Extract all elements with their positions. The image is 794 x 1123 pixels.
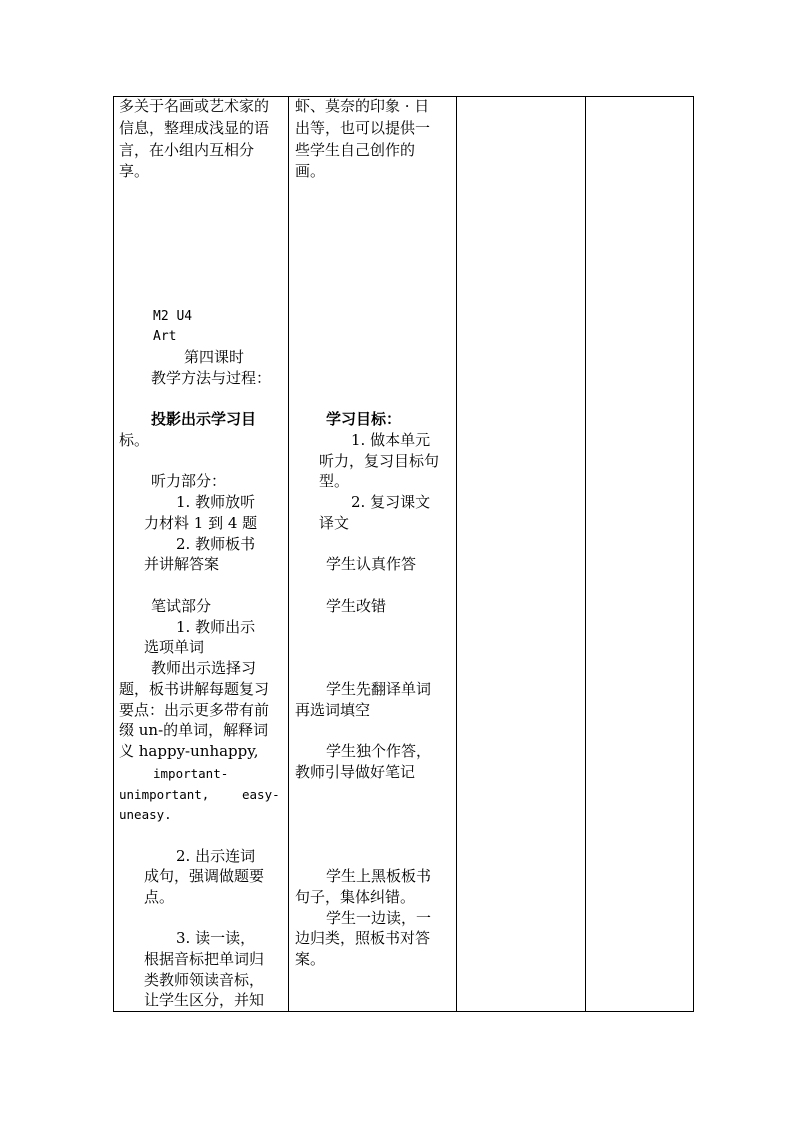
- student-response: 句子，集体纠错。: [295, 888, 416, 906]
- listening-step: 力材料 1 到 4 题: [144, 514, 258, 532]
- listening-step: 1. 教师放听: [176, 493, 256, 511]
- listening-heading: 听力部分：: [151, 472, 227, 490]
- col2-text-line: 些学生自己创作的: [295, 141, 416, 159]
- student-response: 教师引导做好笔记: [295, 763, 416, 781]
- lesson-number: 第四课时: [184, 348, 245, 366]
- column-divider-2: [456, 96, 457, 1012]
- goal-item: 译文: [319, 514, 350, 532]
- table-left-border: [113, 96, 114, 1012]
- written-step: 要点：出示更多带有前: [119, 701, 270, 719]
- student-response: 学生先翻译单词: [326, 680, 432, 698]
- student-response: 再选词填空: [295, 701, 371, 719]
- written-step: 3. 读一读，: [176, 929, 256, 947]
- written-step: 义 happy-unhappy,: [119, 742, 259, 760]
- word-example: important-: [153, 766, 229, 781]
- written-step: 类教师领读音标，: [144, 971, 265, 989]
- column-divider-1: [288, 96, 289, 1012]
- col2-text-line: 画。: [295, 162, 326, 180]
- student-response: 学生一边读，一: [326, 909, 432, 927]
- written-step: 2. 出示连词: [176, 847, 256, 865]
- col2-text-line: 虾、莫奈的印象 · 日: [295, 97, 430, 115]
- listening-step: 并讲解答案: [144, 555, 220, 573]
- written-step: 让学生区分，并知: [144, 991, 265, 1009]
- goal-heading: 学习目标：: [326, 410, 402, 428]
- goal-item: 听力，复习目标句: [319, 452, 440, 470]
- student-response: 学生认真作答: [326, 555, 417, 573]
- col1-text-line: 享。: [119, 162, 150, 180]
- written-heading: 笔试部分: [151, 597, 212, 615]
- written-step: 选项单词: [144, 638, 205, 656]
- student-response: 学生独个作答，: [326, 742, 432, 760]
- goal-item: 2. 复习课文: [351, 493, 431, 511]
- goal-projection-text: 标。: [119, 431, 150, 449]
- table-bottom-border: [113, 1011, 694, 1012]
- col1-text-line: 多关于名画或艺术家的: [119, 97, 270, 115]
- written-step: 根据音标把单词归: [144, 950, 265, 968]
- written-step: 题，板书讲解每题复习: [119, 680, 270, 698]
- col1-text-line: 言，在小组内互相分: [119, 141, 255, 159]
- method-heading: 教学方法与过程：: [151, 369, 272, 387]
- written-step: 成句，强调做题要: [144, 867, 265, 885]
- student-response: 学生改错: [326, 597, 387, 615]
- unit-code: M2 U4: [153, 309, 193, 324]
- written-step: 点。: [144, 888, 175, 906]
- student-response: 边归类，照板书对答: [295, 929, 431, 947]
- written-step: 缀 un-的单词，解释词: [119, 721, 269, 739]
- written-step: 教师出示选择习: [151, 659, 257, 677]
- word-example: unimportant,: [119, 787, 210, 802]
- goal-item: 型。: [319, 472, 350, 490]
- goal-item: 1. 做本单元: [351, 431, 431, 449]
- unit-title: Art: [153, 329, 177, 344]
- table-right-border: [693, 96, 694, 1012]
- goal-projection-text: 投影出示学习目: [151, 410, 257, 428]
- col2-text-line: 出等，也可以提供一: [295, 119, 431, 137]
- word-example: easy-: [242, 787, 280, 802]
- word-example: uneasy.: [119, 807, 172, 822]
- written-step: 1. 教师出示: [176, 618, 256, 636]
- student-response: 案。: [295, 950, 326, 968]
- column-divider-3: [585, 96, 586, 1012]
- col1-text-line: 信息，整理成浅显的语: [119, 119, 270, 137]
- listening-step: 2. 教师板书: [176, 535, 256, 553]
- student-response: 学生上黑板板书: [326, 867, 432, 885]
